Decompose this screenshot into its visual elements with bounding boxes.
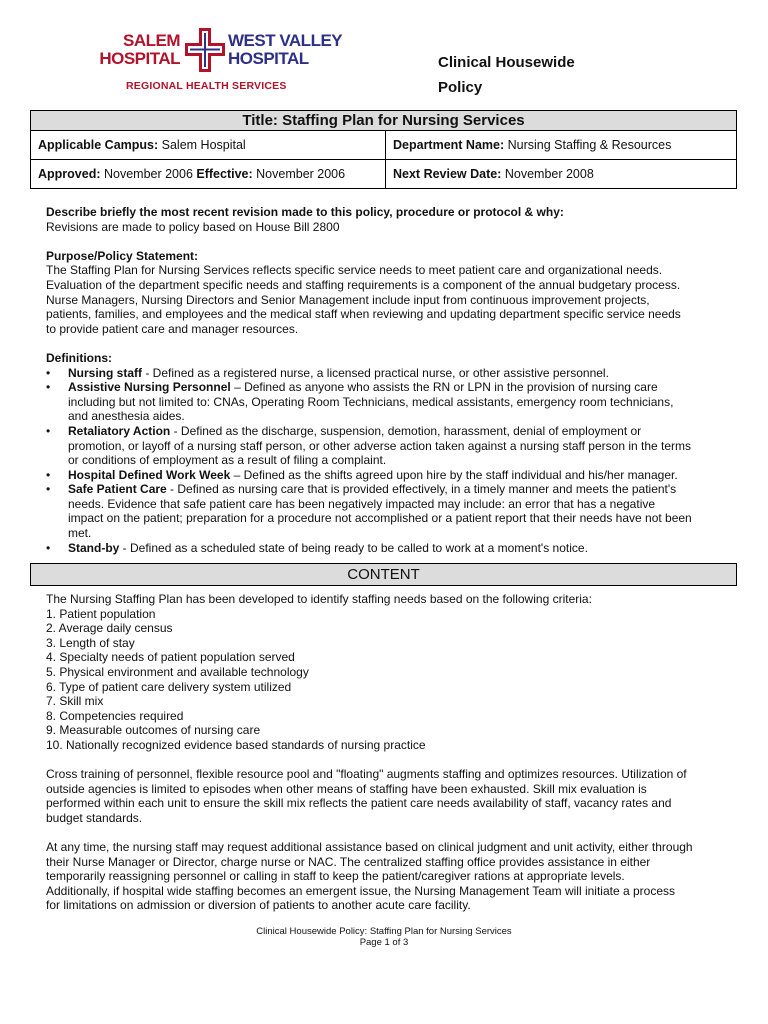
logo-westvalley-text [228, 32, 378, 68]
logo-salem-line2: HOSPITAL [99, 49, 180, 68]
page-footer [0, 926, 768, 948]
bullet-icon: • [46, 365, 51, 380]
revision-heading: Describe briefly the most recent revision made to this policy, procedure or protocol & why: [46, 205, 564, 219]
campus-value: Salem Hospital [158, 138, 246, 152]
cross-logo-icon [185, 28, 225, 72]
definition-text: including but not limited to: CNAs, Operating Room Technicians, medical assistants, emergency room technicians, [68, 394, 674, 409]
purpose-line: The Staffing Plan for Nursing Services reflects specific service needs to meet patient care and organizational needs. [46, 263, 663, 278]
purpose-line: Nurse Managers, Nursing Directors and Senior Management include input from continuous improvement projects, [46, 292, 650, 307]
bullet-icon: • [46, 380, 51, 395]
cross-training-paragraph [46, 767, 726, 825]
criteria-item: 6. Type of patient care delivery system utilized [46, 679, 292, 694]
definition-term: Nursing staff [68, 365, 143, 380]
review-value: November 2008 [501, 167, 594, 181]
paragraph-line: their Nurse Manager or Director, charge nurse or NAC. The centralized staffing office provides assistance in either [46, 854, 651, 869]
paragraph-line: At any time, the nursing staff may request additional assistance based on clinical judgment and unit activity, either through [46, 840, 693, 855]
document-type-title [438, 50, 678, 100]
policy-title: Title: Staffing Plan for Nursing Services [31, 111, 737, 131]
definition-item [46, 366, 726, 381]
definition-term: Stand-by [68, 540, 120, 555]
criteria-item: 3. Length of stay [46, 635, 135, 650]
definition-text: promotion, or layoff of a nursing staff person, or other adverse action taken against a nursing staff person in the terms [68, 438, 692, 453]
definition-item [46, 482, 726, 540]
definition-text: - Defined as a scheduled state of being ready to be called to work at a moment's notice. [119, 540, 588, 555]
document-type-line1: Clinical Housewide [438, 54, 575, 71]
purpose-statement [46, 263, 726, 336]
paragraph-line: budget standards. [46, 810, 143, 825]
effective-label: Effective: [196, 167, 253, 181]
criteria-list [46, 607, 726, 753]
criteria-item: 1. Patient population [46, 606, 156, 621]
bullet-icon: • [46, 540, 51, 555]
campus-label: Applicable Campus: [38, 138, 159, 152]
document-type-line2: Policy [438, 79, 483, 96]
department-value: Nursing Staffing & Resources [504, 138, 672, 152]
hospital-logo [82, 28, 372, 94]
definition-text: – Defined as anyone who assists the RN or LPN in the provision of nursing care [230, 380, 658, 395]
definition-text: - Defined as the discharge, suspension, demotion, harassment, denial of employment or [170, 423, 642, 438]
definition-text: met. [68, 526, 92, 541]
additional-assistance-paragraph [46, 840, 726, 913]
department-label: Department Name: [393, 138, 505, 152]
definition-text: – Defined as the shifts agreed upon hire by the staff individual and his/her manager. [230, 467, 678, 482]
definition-term: Hospital Defined Work Week [68, 467, 231, 482]
logo-subtitle: REGIONAL HEALTH SERVICES [126, 80, 287, 92]
paragraph-line: Additionally, if hospital wide staffing becomes an emergent issue, the Nursing Management Team will initiate a process [46, 883, 675, 898]
definition-text: and anesthesia aides. [68, 409, 185, 424]
definition-text: or conditions of employment as a result of filing a complaint. [68, 453, 387, 468]
definitions-heading: Definitions: [46, 350, 112, 365]
definition-text: - Defined as a registered nurse, a licensed practical nurse, or other assistive personnel. [142, 365, 609, 380]
bullet-icon: • [46, 467, 51, 482]
footer-title: Clinical Housewide Policy: Staffing Plan for Nursing Services [256, 926, 512, 937]
campus-cell [31, 131, 386, 160]
purpose-line: patients, families, and employees and the medical staff when reviewing and updating department specific service needs [46, 307, 681, 322]
definition-item [46, 380, 726, 424]
purpose-heading: Purpose/Policy Statement: [46, 248, 199, 263]
criteria-item: 4. Specialty needs of patient population served [46, 650, 295, 665]
definition-item [46, 541, 726, 556]
policy-meta-table [30, 110, 737, 189]
paragraph-line: Cross training of personnel, flexible resource pool and "floating" augments staffing and optimizes resources. Utilization of [46, 767, 687, 782]
paragraph-line: temporarily reassigning personnel or calling in staff to keep the patient/caregiver rations at appropriate levels. [46, 869, 625, 884]
bullet-icon: • [46, 423, 51, 438]
approved-cell [31, 160, 386, 189]
criteria-item: 9. Measurable outcomes of nursing care [46, 723, 261, 738]
definition-text: - Defined as nursing care that is provided effectively, in a timely manner and meets the patient's [166, 482, 677, 497]
criteria-item: 8. Competencies required [46, 708, 184, 723]
criteria-item: 5. Physical environment and available technology [46, 664, 309, 679]
review-cell [386, 160, 737, 189]
logo-westvalley-line1: WEST VALLEY [228, 31, 343, 50]
definition-term: Retaliatory Action [68, 423, 171, 438]
criteria-item: 10. Nationally recognized evidence based standards of nursing practice [46, 737, 426, 752]
criteria-item: 7. Skill mix [46, 694, 104, 709]
paragraph-line: outside agencies is limited to episodes when other means of staffing have been exhausted. Skill mix evaluation is [46, 781, 647, 796]
definition-term: Safe Patient Care [68, 482, 167, 497]
bullet-icon: • [46, 482, 51, 497]
purpose-line: Evaluation of the department specific needs and staffing requirements is a component of the annual budgetary process. [46, 277, 681, 292]
revision-text: Revisions are made to policy based on House Bill 2800 [46, 219, 340, 234]
page-number: Page 1 of 3 [359, 937, 409, 948]
criteria-item: 2. Average daily census [46, 621, 173, 636]
department-cell [386, 131, 737, 160]
definition-item [46, 424, 726, 468]
approved-value: November 2006 [100, 167, 197, 181]
effective-value: November 2006 [252, 167, 346, 181]
content-section-heading: CONTENT [30, 563, 737, 586]
logo-salem-text [82, 32, 180, 68]
paragraph-line: performed within each unit to ensure the skill mix reflects the patient care needs availability of staff, vacancy rates and [46, 796, 672, 811]
purpose-line: to provide patient care and manager resources. [46, 321, 299, 336]
logo-westvalley-line2: HOSPITAL [228, 49, 309, 68]
definitions-list [46, 366, 726, 556]
content-body [46, 592, 726, 913]
policy-body [46, 205, 726, 555]
paragraph-line: for limitations on admission or diversion of patients to another acute care facility. [46, 898, 471, 913]
approved-label: Approved: [38, 167, 101, 181]
definition-text: impact on the patient; preparation for a procedure not accomplished or a patient report that their needs have not been [68, 511, 692, 526]
definition-text: needs. Evidence that safe patient care has been negatively impacted may include: an error that has a negative [68, 496, 656, 511]
definition-term: Assistive Nursing Personnel [68, 380, 231, 395]
definition-item [46, 468, 726, 483]
criteria-intro: The Nursing Staffing Plan has been developed to identify staffing needs based on the following criteria: [46, 592, 592, 606]
review-label: Next Review Date: [393, 167, 502, 181]
logo-salem-line1: SALEM [123, 31, 180, 50]
